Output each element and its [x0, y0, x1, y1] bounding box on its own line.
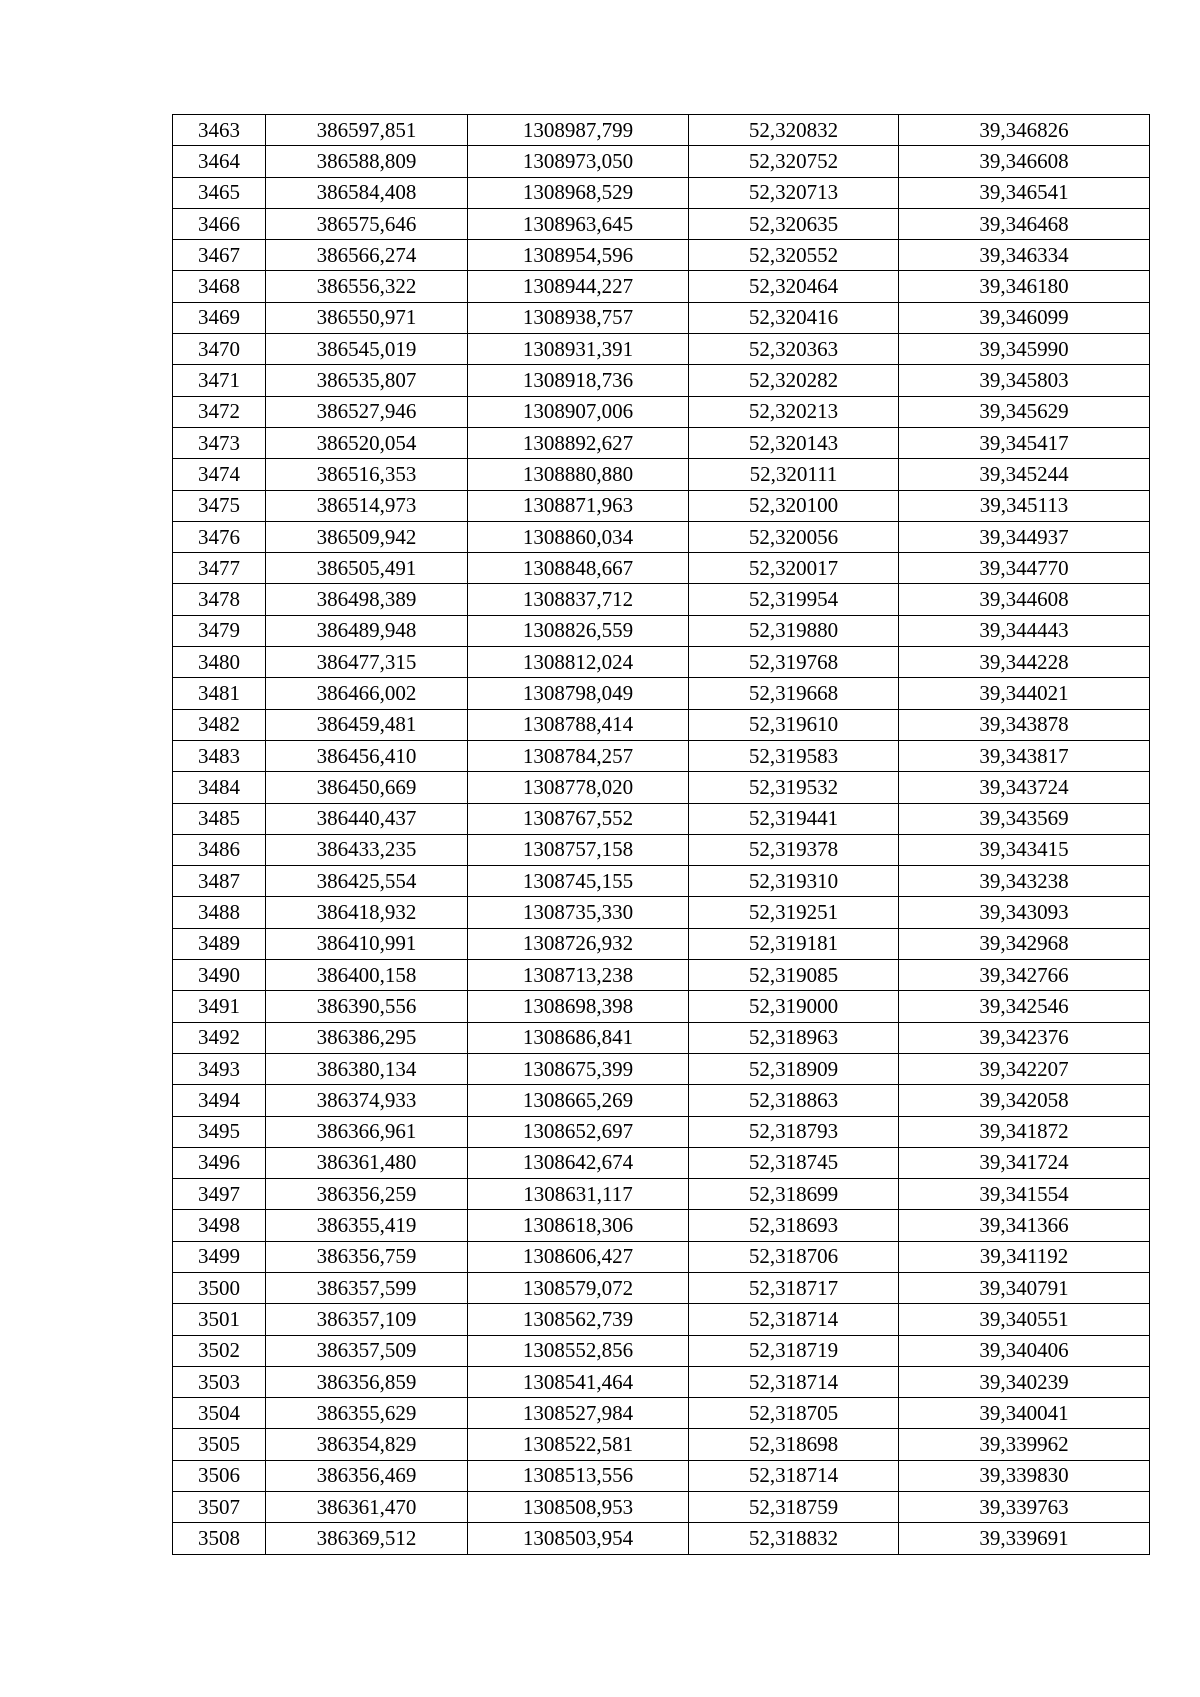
longitude-cell: 39,340239 [899, 1366, 1150, 1397]
table-row [173, 866, 1150, 897]
table-row [173, 1335, 1150, 1366]
table-row [173, 115, 1150, 146]
latitude-cell: 52,319085 [689, 960, 899, 991]
y-coordinate-cell: 1308892,627 [468, 427, 689, 458]
y-coordinate-cell: 1308767,552 [468, 803, 689, 834]
x-coordinate-cell: 386459,481 [266, 709, 468, 740]
x-coordinate-cell: 386520,054 [266, 427, 468, 458]
point-number-cell: 3465 [173, 177, 266, 208]
x-coordinate-cell: 386355,419 [266, 1210, 468, 1241]
latitude-cell: 52,320111 [689, 459, 899, 490]
x-coordinate-cell: 386386,295 [266, 1022, 468, 1053]
point-number-cell: 3495 [173, 1116, 266, 1147]
longitude-cell: 39,340791 [899, 1272, 1150, 1303]
latitude-cell: 52,319880 [689, 615, 899, 646]
y-coordinate-cell: 1308562,739 [468, 1304, 689, 1335]
longitude-cell: 39,342376 [899, 1022, 1150, 1053]
latitude-cell: 52,318706 [689, 1241, 899, 1272]
table-row [173, 1179, 1150, 1210]
longitude-cell: 39,341366 [899, 1210, 1150, 1241]
latitude-cell: 52,320282 [689, 365, 899, 396]
latitude-cell: 52,318832 [689, 1523, 899, 1554]
latitude-cell: 52,320143 [689, 427, 899, 458]
y-coordinate-cell: 1308552,856 [468, 1335, 689, 1366]
latitude-cell: 52,320017 [689, 553, 899, 584]
x-coordinate-cell: 386356,759 [266, 1241, 468, 1272]
table-row [173, 1523, 1150, 1554]
latitude-cell: 52,318793 [689, 1116, 899, 1147]
longitude-cell: 39,341872 [899, 1116, 1150, 1147]
latitude-cell: 52,319441 [689, 803, 899, 834]
point-number-cell: 3489 [173, 928, 266, 959]
table-row [173, 240, 1150, 271]
point-number-cell: 3497 [173, 1179, 266, 1210]
y-coordinate-cell: 1308973,050 [468, 146, 689, 177]
y-coordinate-cell: 1308652,697 [468, 1116, 689, 1147]
table-row [173, 1429, 1150, 1460]
y-coordinate-cell: 1308618,306 [468, 1210, 689, 1241]
table-row [173, 146, 1150, 177]
y-coordinate-cell: 1308826,559 [468, 615, 689, 646]
latitude-cell: 52,318719 [689, 1335, 899, 1366]
y-coordinate-cell: 1308871,963 [468, 490, 689, 521]
table-row [173, 1147, 1150, 1178]
table-row [173, 960, 1150, 991]
point-number-cell: 3487 [173, 866, 266, 897]
x-coordinate-cell: 386505,491 [266, 553, 468, 584]
longitude-cell: 39,345417 [899, 427, 1150, 458]
y-coordinate-cell: 1308522,581 [468, 1429, 689, 1460]
longitude-cell: 39,346099 [899, 302, 1150, 333]
y-coordinate-cell: 1308713,238 [468, 960, 689, 991]
longitude-cell: 39,346608 [899, 146, 1150, 177]
longitude-cell: 39,346468 [899, 208, 1150, 239]
table-row [173, 1085, 1150, 1116]
y-coordinate-cell: 1308848,667 [468, 553, 689, 584]
point-number-cell: 3503 [173, 1366, 266, 1397]
y-coordinate-cell: 1308631,117 [468, 1179, 689, 1210]
x-coordinate-cell: 386545,019 [266, 334, 468, 365]
x-coordinate-cell: 386356,859 [266, 1366, 468, 1397]
x-coordinate-cell: 386433,235 [266, 834, 468, 865]
point-number-cell: 3496 [173, 1147, 266, 1178]
y-coordinate-cell: 1308987,799 [468, 115, 689, 146]
point-number-cell: 3476 [173, 521, 266, 552]
x-coordinate-cell: 386366,961 [266, 1116, 468, 1147]
y-coordinate-cell: 1308968,529 [468, 177, 689, 208]
point-number-cell: 3492 [173, 1022, 266, 1053]
y-coordinate-cell: 1308726,932 [468, 928, 689, 959]
point-number-cell: 3466 [173, 208, 266, 239]
y-coordinate-cell: 1308745,155 [468, 866, 689, 897]
latitude-cell: 52,319583 [689, 740, 899, 771]
table-row [173, 709, 1150, 740]
longitude-cell: 39,346334 [899, 240, 1150, 271]
table-row [173, 490, 1150, 521]
table-row [173, 1492, 1150, 1523]
x-coordinate-cell: 386369,512 [266, 1523, 468, 1554]
point-number-cell: 3483 [173, 740, 266, 771]
x-coordinate-cell: 386489,948 [266, 615, 468, 646]
longitude-cell: 39,344937 [899, 521, 1150, 552]
y-coordinate-cell: 1308907,006 [468, 396, 689, 427]
latitude-cell: 52,318699 [689, 1179, 899, 1210]
table-row [173, 365, 1150, 396]
x-coordinate-cell: 386550,971 [266, 302, 468, 333]
table-row [173, 177, 1150, 208]
table-row [173, 772, 1150, 803]
latitude-cell: 52,318745 [689, 1147, 899, 1178]
point-number-cell: 3470 [173, 334, 266, 365]
latitude-cell: 52,319310 [689, 866, 899, 897]
x-coordinate-cell: 386588,809 [266, 146, 468, 177]
longitude-cell: 39,345113 [899, 490, 1150, 521]
table-row [173, 803, 1150, 834]
longitude-cell: 39,343415 [899, 834, 1150, 865]
point-number-cell: 3482 [173, 709, 266, 740]
point-number-cell: 3480 [173, 647, 266, 678]
latitude-cell: 52,320416 [689, 302, 899, 333]
table-row [173, 928, 1150, 959]
latitude-cell: 52,320363 [689, 334, 899, 365]
x-coordinate-cell: 386450,669 [266, 772, 468, 803]
table-row [173, 1304, 1150, 1335]
y-coordinate-cell: 1308954,596 [468, 240, 689, 271]
x-coordinate-cell: 386514,973 [266, 490, 468, 521]
longitude-cell: 39,340406 [899, 1335, 1150, 1366]
y-coordinate-cell: 1308665,269 [468, 1085, 689, 1116]
point-number-cell: 3500 [173, 1272, 266, 1303]
longitude-cell: 39,346826 [899, 115, 1150, 146]
x-coordinate-cell: 386355,629 [266, 1398, 468, 1429]
table-row [173, 1241, 1150, 1272]
latitude-cell: 52,320752 [689, 146, 899, 177]
x-coordinate-cell: 386535,807 [266, 365, 468, 396]
longitude-cell: 39,343569 [899, 803, 1150, 834]
y-coordinate-cell: 1308541,464 [468, 1366, 689, 1397]
latitude-cell: 52,318714 [689, 1460, 899, 1491]
coordinates-table-body [173, 115, 1150, 1555]
table-row [173, 521, 1150, 552]
longitude-cell: 39,343878 [899, 709, 1150, 740]
y-coordinate-cell: 1308735,330 [468, 897, 689, 928]
longitude-cell: 39,344770 [899, 553, 1150, 584]
x-coordinate-cell: 386466,002 [266, 678, 468, 709]
latitude-cell: 52,320464 [689, 271, 899, 302]
point-number-cell: 3491 [173, 991, 266, 1022]
longitude-cell: 39,339962 [899, 1429, 1150, 1460]
latitude-cell: 52,318714 [689, 1366, 899, 1397]
table-row [173, 302, 1150, 333]
y-coordinate-cell: 1308606,427 [468, 1241, 689, 1272]
point-number-cell: 3494 [173, 1085, 266, 1116]
longitude-cell: 39,346541 [899, 177, 1150, 208]
table-row [173, 1460, 1150, 1491]
longitude-cell: 39,343238 [899, 866, 1150, 897]
x-coordinate-cell: 386357,599 [266, 1272, 468, 1303]
x-coordinate-cell: 386456,410 [266, 740, 468, 771]
table-row [173, 740, 1150, 771]
point-number-cell: 3484 [173, 772, 266, 803]
y-coordinate-cell: 1308880,880 [468, 459, 689, 490]
x-coordinate-cell: 386390,556 [266, 991, 468, 1022]
point-number-cell: 3488 [173, 897, 266, 928]
latitude-cell: 52,319954 [689, 584, 899, 615]
table-row [173, 427, 1150, 458]
longitude-cell: 39,339763 [899, 1492, 1150, 1523]
point-number-cell: 3501 [173, 1304, 266, 1335]
point-number-cell: 3504 [173, 1398, 266, 1429]
x-coordinate-cell: 386361,470 [266, 1492, 468, 1523]
y-coordinate-cell: 1308778,020 [468, 772, 689, 803]
longitude-cell: 39,341554 [899, 1179, 1150, 1210]
longitude-cell: 39,340551 [899, 1304, 1150, 1335]
y-coordinate-cell: 1308784,257 [468, 740, 689, 771]
y-coordinate-cell: 1308938,757 [468, 302, 689, 333]
point-number-cell: 3472 [173, 396, 266, 427]
table-row [173, 553, 1150, 584]
x-coordinate-cell: 386356,469 [266, 1460, 468, 1491]
table-row [173, 897, 1150, 928]
y-coordinate-cell: 1308508,953 [468, 1492, 689, 1523]
x-coordinate-cell: 386400,158 [266, 960, 468, 991]
y-coordinate-cell: 1308931,391 [468, 334, 689, 365]
y-coordinate-cell: 1308918,736 [468, 365, 689, 396]
y-coordinate-cell: 1308944,227 [468, 271, 689, 302]
y-coordinate-cell: 1308675,399 [468, 1053, 689, 1084]
x-coordinate-cell: 386584,408 [266, 177, 468, 208]
latitude-cell: 52,319378 [689, 834, 899, 865]
y-coordinate-cell: 1308788,414 [468, 709, 689, 740]
latitude-cell: 52,320635 [689, 208, 899, 239]
longitude-cell: 39,345629 [899, 396, 1150, 427]
table-row [173, 1210, 1150, 1241]
table-row [173, 459, 1150, 490]
latitude-cell: 52,318705 [689, 1398, 899, 1429]
y-coordinate-cell: 1308860,034 [468, 521, 689, 552]
longitude-cell: 39,344608 [899, 584, 1150, 615]
latitude-cell: 52,320100 [689, 490, 899, 521]
y-coordinate-cell: 1308513,556 [468, 1460, 689, 1491]
point-number-cell: 3490 [173, 960, 266, 991]
point-number-cell: 3477 [173, 553, 266, 584]
x-coordinate-cell: 386516,353 [266, 459, 468, 490]
x-coordinate-cell: 386498,389 [266, 584, 468, 615]
longitude-cell: 39,344021 [899, 678, 1150, 709]
longitude-cell: 39,345244 [899, 459, 1150, 490]
longitude-cell: 39,342766 [899, 960, 1150, 991]
longitude-cell: 39,341724 [899, 1147, 1150, 1178]
longitude-cell: 39,345803 [899, 365, 1150, 396]
latitude-cell: 52,319768 [689, 647, 899, 678]
point-number-cell: 3473 [173, 427, 266, 458]
table-row [173, 678, 1150, 709]
longitude-cell: 39,343724 [899, 772, 1150, 803]
table-row [173, 584, 1150, 615]
longitude-cell: 39,339691 [899, 1523, 1150, 1554]
x-coordinate-cell: 386566,274 [266, 240, 468, 271]
y-coordinate-cell: 1308579,072 [468, 1272, 689, 1303]
longitude-cell: 39,343093 [899, 897, 1150, 928]
y-coordinate-cell: 1308963,645 [468, 208, 689, 239]
longitude-cell: 39,340041 [899, 1398, 1150, 1429]
table-row [173, 991, 1150, 1022]
point-number-cell: 3471 [173, 365, 266, 396]
longitude-cell: 39,342058 [899, 1085, 1150, 1116]
x-coordinate-cell: 386527,946 [266, 396, 468, 427]
point-number-cell: 3486 [173, 834, 266, 865]
point-number-cell: 3474 [173, 459, 266, 490]
longitude-cell: 39,342546 [899, 991, 1150, 1022]
y-coordinate-cell: 1308527,984 [468, 1398, 689, 1429]
x-coordinate-cell: 386380,134 [266, 1053, 468, 1084]
point-number-cell: 3498 [173, 1210, 266, 1241]
x-coordinate-cell: 386425,554 [266, 866, 468, 897]
latitude-cell: 52,318714 [689, 1304, 899, 1335]
point-number-cell: 3493 [173, 1053, 266, 1084]
point-number-cell: 3464 [173, 146, 266, 177]
latitude-cell: 52,320213 [689, 396, 899, 427]
x-coordinate-cell: 386556,322 [266, 271, 468, 302]
point-number-cell: 3467 [173, 240, 266, 271]
x-coordinate-cell: 386418,932 [266, 897, 468, 928]
latitude-cell: 52,318698 [689, 1429, 899, 1460]
latitude-cell: 52,320552 [689, 240, 899, 271]
x-coordinate-cell: 386575,646 [266, 208, 468, 239]
longitude-cell: 39,342207 [899, 1053, 1150, 1084]
latitude-cell: 52,319668 [689, 678, 899, 709]
latitude-cell: 52,318909 [689, 1053, 899, 1084]
table-row [173, 1398, 1150, 1429]
point-number-cell: 3506 [173, 1460, 266, 1491]
longitude-cell: 39,345990 [899, 334, 1150, 365]
point-number-cell: 3499 [173, 1241, 266, 1272]
table-row [173, 834, 1150, 865]
longitude-cell: 39,344443 [899, 615, 1150, 646]
longitude-cell: 39,344228 [899, 647, 1150, 678]
latitude-cell: 52,320713 [689, 177, 899, 208]
table-row [173, 1272, 1150, 1303]
y-coordinate-cell: 1308837,712 [468, 584, 689, 615]
longitude-cell: 39,342968 [899, 928, 1150, 959]
latitude-cell: 52,319181 [689, 928, 899, 959]
latitude-cell: 52,319532 [689, 772, 899, 803]
y-coordinate-cell: 1308686,841 [468, 1022, 689, 1053]
latitude-cell: 52,318759 [689, 1492, 899, 1523]
point-number-cell: 3507 [173, 1492, 266, 1523]
point-number-cell: 3478 [173, 584, 266, 615]
longitude-cell: 39,341192 [899, 1241, 1150, 1272]
y-coordinate-cell: 1308642,674 [468, 1147, 689, 1178]
x-coordinate-cell: 386357,109 [266, 1304, 468, 1335]
x-coordinate-cell: 386509,942 [266, 521, 468, 552]
table-row [173, 1053, 1150, 1084]
table-row [173, 647, 1150, 678]
x-coordinate-cell: 386374,933 [266, 1085, 468, 1116]
y-coordinate-cell: 1308757,158 [468, 834, 689, 865]
table-row [173, 1116, 1150, 1147]
table-row [173, 271, 1150, 302]
x-coordinate-cell: 386354,829 [266, 1429, 468, 1460]
x-coordinate-cell: 386410,991 [266, 928, 468, 959]
point-number-cell: 3481 [173, 678, 266, 709]
table-row [173, 208, 1150, 239]
latitude-cell: 52,320832 [689, 115, 899, 146]
point-number-cell: 3479 [173, 615, 266, 646]
x-coordinate-cell: 386357,509 [266, 1335, 468, 1366]
latitude-cell: 52,319251 [689, 897, 899, 928]
point-number-cell: 3475 [173, 490, 266, 521]
x-coordinate-cell: 386356,259 [266, 1179, 468, 1210]
latitude-cell: 52,319000 [689, 991, 899, 1022]
y-coordinate-cell: 1308812,024 [468, 647, 689, 678]
x-coordinate-cell: 386440,437 [266, 803, 468, 834]
table-row [173, 1022, 1150, 1053]
x-coordinate-cell: 386597,851 [266, 115, 468, 146]
point-number-cell: 3508 [173, 1523, 266, 1554]
longitude-cell: 39,339830 [899, 1460, 1150, 1491]
point-number-cell: 3469 [173, 302, 266, 333]
table-row [173, 334, 1150, 365]
point-number-cell: 3485 [173, 803, 266, 834]
y-coordinate-cell: 1308503,954 [468, 1523, 689, 1554]
longitude-cell: 39,343817 [899, 740, 1150, 771]
x-coordinate-cell: 386361,480 [266, 1147, 468, 1178]
x-coordinate-cell: 386477,315 [266, 647, 468, 678]
table-row [173, 1366, 1150, 1397]
latitude-cell: 52,318717 [689, 1272, 899, 1303]
latitude-cell: 52,319610 [689, 709, 899, 740]
y-coordinate-cell: 1308798,049 [468, 678, 689, 709]
longitude-cell: 39,346180 [899, 271, 1150, 302]
latitude-cell: 52,318693 [689, 1210, 899, 1241]
point-number-cell: 3468 [173, 271, 266, 302]
table-row [173, 396, 1150, 427]
coordinates-table [172, 114, 1150, 1555]
table-row [173, 615, 1150, 646]
y-coordinate-cell: 1308698,398 [468, 991, 689, 1022]
point-number-cell: 3463 [173, 115, 266, 146]
point-number-cell: 3502 [173, 1335, 266, 1366]
point-number-cell: 3505 [173, 1429, 266, 1460]
latitude-cell: 52,318863 [689, 1085, 899, 1116]
latitude-cell: 52,318963 [689, 1022, 899, 1053]
latitude-cell: 52,320056 [689, 521, 899, 552]
